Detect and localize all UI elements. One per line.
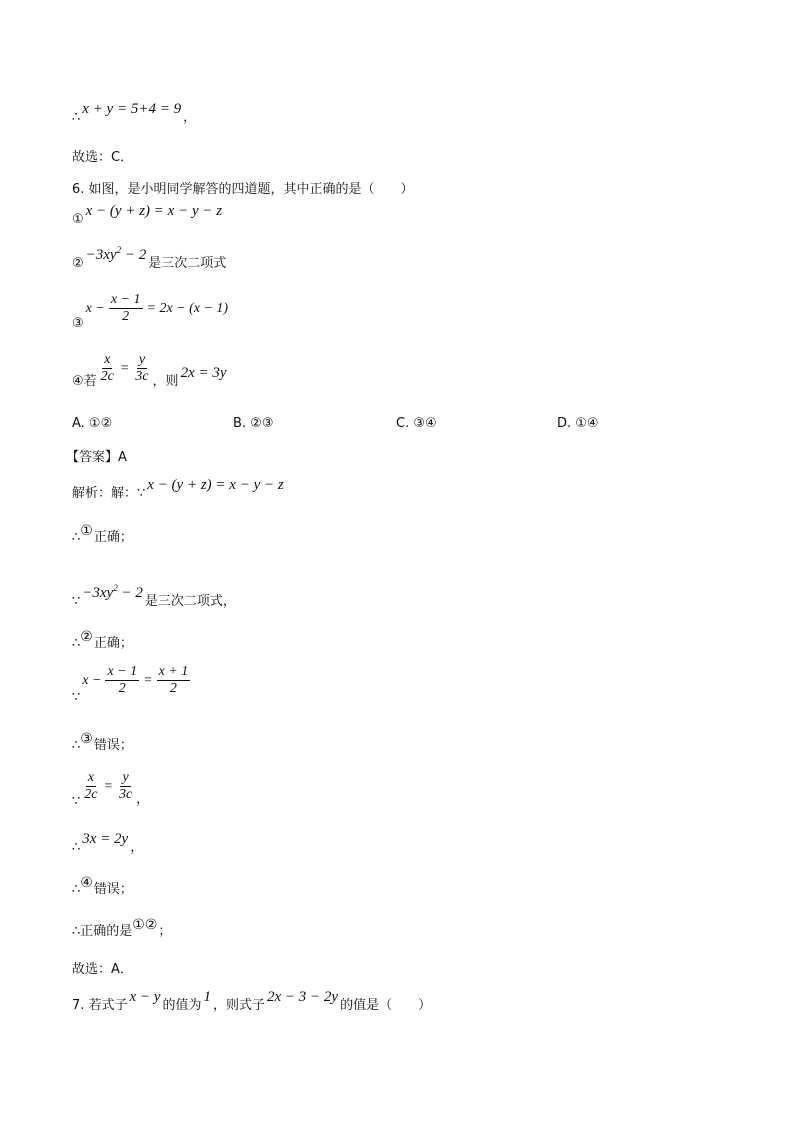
denominator: 2: [169, 681, 177, 696]
numerator: x − 1: [107, 664, 138, 679]
solution-line-10: [72, 917, 172, 939]
numerator: x + 1: [158, 664, 189, 679]
equals-sign: =: [103, 778, 113, 794]
question-text: 的值为: [162, 998, 202, 1013]
solution-line-4: [72, 629, 133, 651]
math-part: − 2: [121, 247, 147, 263]
question-6-stem: [72, 178, 414, 197]
circled-number: ②: [72, 256, 84, 271]
circled-number: ①: [72, 212, 84, 227]
fraction: [117, 770, 134, 803]
math-part: x −: [85, 300, 105, 316]
math-part: −3xy: [85, 247, 117, 263]
denominator: 2: [118, 681, 126, 696]
solution-line-2: [72, 523, 133, 545]
solution-text: 错误；: [93, 738, 133, 753]
circled-number: ④: [80, 875, 93, 891]
exponent: 2: [113, 583, 118, 593]
choice-text: 故选：A．: [72, 962, 133, 977]
punctuation: ；: [158, 924, 172, 939]
punctuation: ，: [130, 840, 144, 855]
choice-line-prev: [72, 146, 133, 165]
final-choice-line: [72, 958, 133, 977]
therefore-symbol: ∴: [72, 882, 81, 897]
exponent: 2: [116, 245, 122, 255]
question-text: 6. 如图，是小明同学解答的四道题，其中正确的是（ ）: [72, 182, 414, 197]
option-d: D. ①④: [557, 416, 599, 431]
fraction: [109, 292, 143, 325]
option-b: B. ②③: [233, 416, 274, 431]
math-expression: [82, 583, 143, 602]
math-part: x −: [82, 672, 102, 688]
statement-1: [72, 203, 224, 227]
math-expression: [97, 352, 153, 385]
therefore-symbol: ∴: [72, 738, 81, 753]
punctuation: ，: [183, 110, 197, 125]
solution-text: 错误；: [93, 882, 133, 897]
fraction: [82, 770, 99, 803]
statement-4: [72, 352, 229, 389]
option-a: A. ①②: [72, 416, 113, 431]
math-expression: [84, 292, 230, 325]
equals-sign: =: [143, 672, 153, 688]
circled-number: ③: [80, 731, 93, 747]
math-expression: x − (y + z) = x − y − z: [85, 203, 223, 219]
math-part: −3xy: [82, 585, 114, 601]
math-part: = 2x − (x − 1): [146, 300, 229, 316]
answer-line: [66, 446, 127, 465]
denominator: 2c: [100, 369, 114, 384]
statement-text: ，则: [152, 374, 179, 389]
denominator: 2c: [84, 787, 98, 802]
question-7-stem: [72, 989, 432, 1013]
punctuation: ，: [136, 792, 150, 807]
math-expression: x − (y + z) = x − y − z: [147, 477, 284, 493]
circled-number: ③: [72, 316, 84, 331]
therefore-symbol: ∴: [72, 530, 81, 545]
solution-line-6: [72, 731, 133, 753]
numerator: y: [138, 352, 146, 367]
fraction: [105, 664, 139, 697]
fraction: [99, 352, 116, 385]
equals-sign: =: [119, 360, 130, 376]
solution-line-7: [72, 770, 150, 809]
math-expression: x − y: [129, 989, 161, 1005]
conclusion-line-sum: [72, 101, 197, 125]
solution-line-8: [72, 831, 144, 855]
math-expression: x + y = 5+4 = 9: [82, 101, 182, 117]
therefore-symbol: ∴: [72, 840, 81, 855]
solution-line-9: [72, 875, 133, 897]
statement-text: 是三次二项式: [148, 256, 227, 271]
solution-line-5: [72, 664, 192, 705]
denominator: 3c: [118, 787, 133, 802]
math-expression: [80, 664, 192, 697]
question-text: 7. 若式子: [72, 998, 128, 1013]
circled-number: ①②: [132, 917, 158, 933]
because-symbol: ∵: [72, 594, 81, 609]
denominator: 3c: [135, 369, 149, 384]
math-expression: 1: [203, 989, 211, 1005]
fraction: [157, 664, 191, 697]
because-symbol: ∵: [72, 794, 81, 809]
option-c: C. ③④: [396, 416, 437, 431]
solution-lead: ∴正确的是: [72, 924, 133, 939]
math-expression: 3x = 2y: [82, 831, 129, 847]
solution-text: 正确；: [93, 530, 133, 545]
denominator: 2: [122, 309, 130, 324]
solution-line-3: [72, 583, 236, 609]
math-expression: [80, 770, 136, 803]
statement-lead: ④若: [72, 374, 97, 389]
math-expression: [86, 245, 147, 264]
answer-text: 【答案】A: [66, 450, 127, 465]
therefore-symbol: ∴: [72, 636, 81, 651]
fraction: [133, 352, 150, 385]
math-expression: 2x = 3y: [180, 365, 227, 381]
question-text: 的值是（ ）: [340, 998, 432, 1013]
numerator: x − 1: [110, 292, 141, 307]
math-expression: 2x − 3 − 2y: [267, 989, 339, 1005]
solution-line-1: [72, 477, 286, 501]
statement-3: [72, 292, 230, 331]
circled-number: ②: [80, 629, 93, 645]
solution-lead: 解析：解：∵: [72, 486, 146, 501]
because-symbol: ∵: [72, 690, 81, 705]
statement-2: [72, 245, 227, 271]
solution-text: 是三次二项式，: [144, 594, 236, 609]
numerator: x: [87, 770, 94, 785]
solution-text: 正确；: [93, 636, 133, 651]
math-part: − 2: [117, 585, 143, 601]
numerator: x: [104, 352, 111, 367]
choice-text: 故选：C．: [72, 150, 134, 165]
circled-number: ①: [80, 523, 93, 539]
question-text: ，则式子: [213, 998, 266, 1013]
numerator: y: [122, 770, 129, 785]
therefore-symbol: ∴: [72, 110, 81, 125]
